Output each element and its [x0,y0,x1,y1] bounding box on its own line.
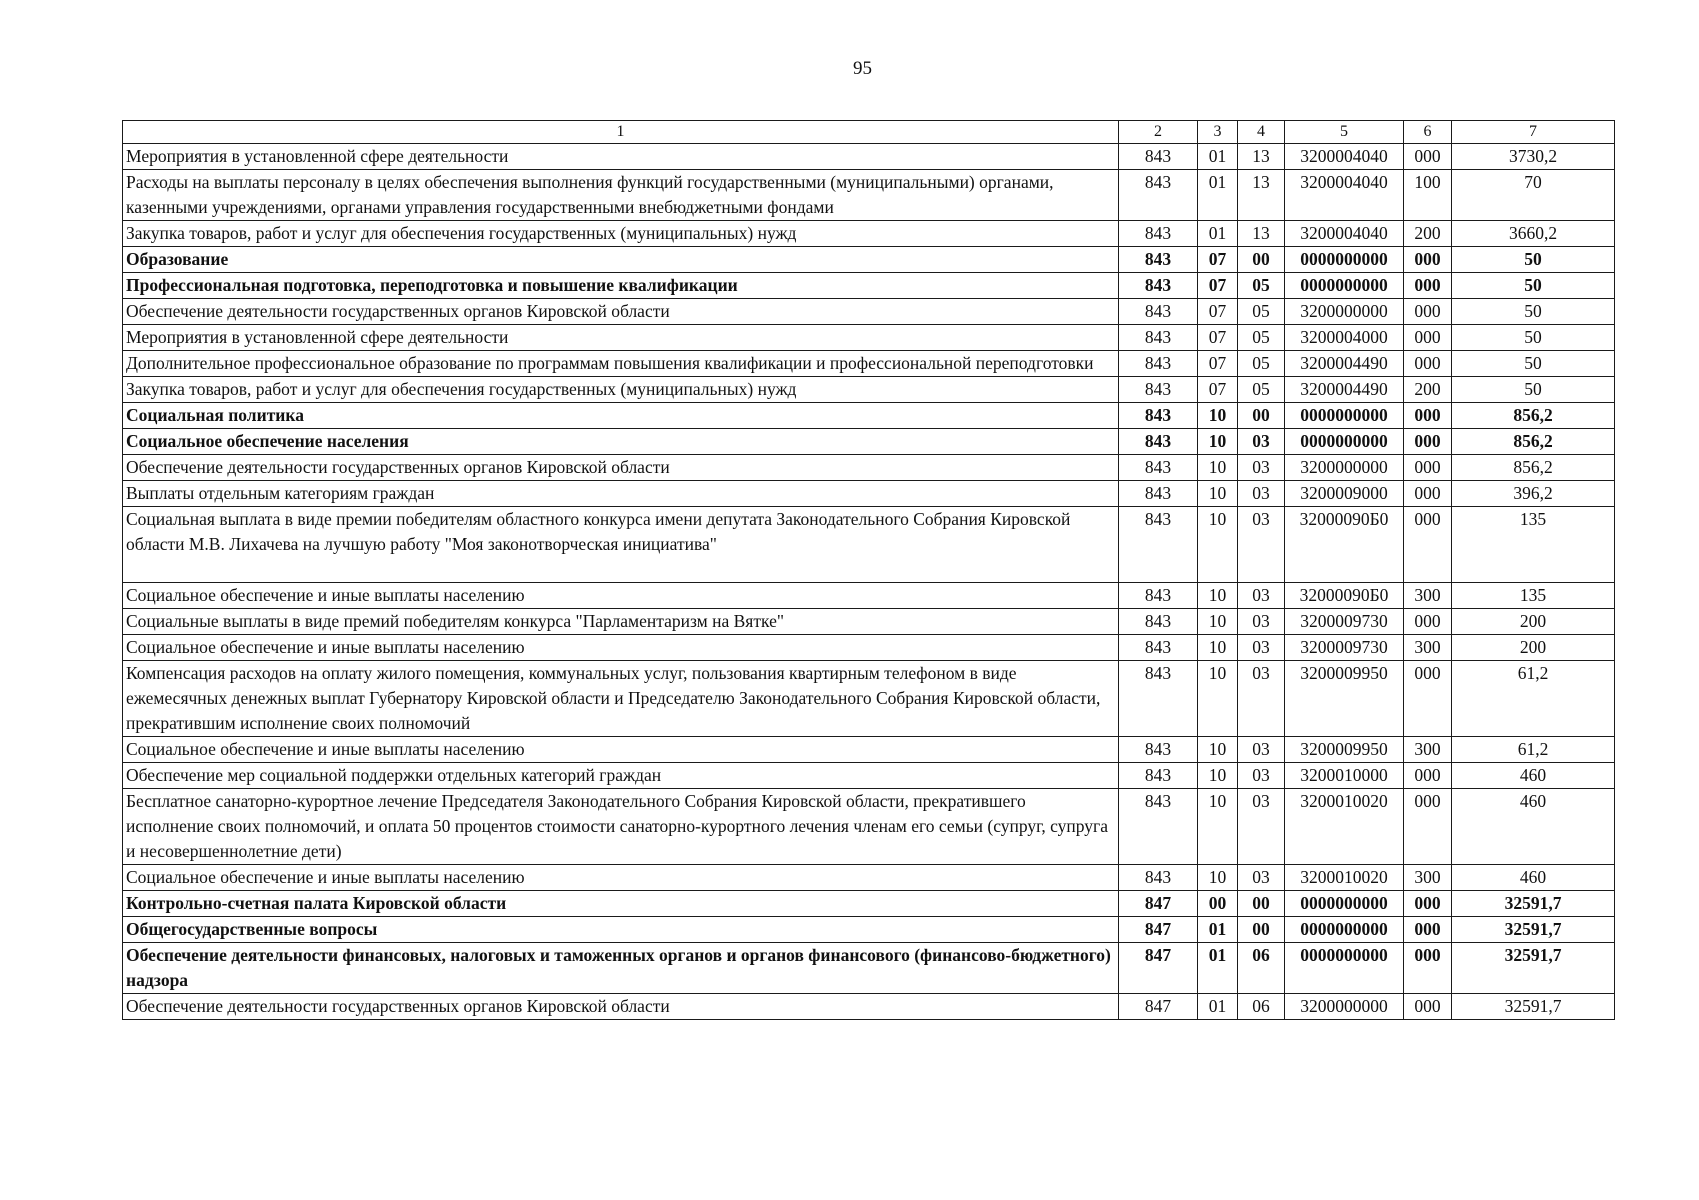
cell-target-article: 3200010020 [1285,789,1404,865]
cell-name: Мероприятия в установленной сфере деятельности [123,325,1119,351]
cell-admin-code: 843 [1119,661,1198,737]
table-row [123,481,1615,507]
cell-section: 07 [1198,273,1238,299]
cell-target-article: 3200000000 [1285,455,1404,481]
cell-amount: 460 [1452,789,1615,865]
cell-target-article: 3200004000 [1285,325,1404,351]
cell-amount: 856,2 [1452,403,1615,429]
cell-target-article: 3200004040 [1285,221,1404,247]
table-row [123,737,1615,763]
cell-expense-type: 000 [1404,763,1452,789]
cell-name: Обеспечение деятельности государственных органов Кировской области [123,455,1119,481]
cell-name: Закупка товаров, работ и услуг для обеспечения государственных (муниципальных) нужд [123,221,1119,247]
cell-section: 07 [1198,351,1238,377]
table-row [123,403,1615,429]
cell-name: Обеспечение деятельности финансовых, налоговых и таможенных органов и органов финансового (финансово-бюджетного) надзора [123,943,1119,994]
cell-target-article: 3200009950 [1285,737,1404,763]
budget-table [122,120,1615,1020]
cell-admin-code: 843 [1119,455,1198,481]
table-row [123,763,1615,789]
cell-expense-type: 000 [1404,144,1452,170]
cell-amount: 50 [1452,351,1615,377]
cell-amount: 3730,2 [1452,144,1615,170]
cell-subsection: 03 [1238,507,1285,583]
cell-name: Дополнительное профессиональное образование по программам повышения квалификации и профессиональной переподготовки [123,351,1119,377]
cell-target-article: 0000000000 [1285,943,1404,994]
cell-amount: 200 [1452,609,1615,635]
cell-target-article: 0000000000 [1285,273,1404,299]
cell-admin-code: 843 [1119,481,1198,507]
cell-amount: 32591,7 [1452,917,1615,943]
cell-expense-type: 300 [1404,737,1452,763]
cell-admin-code: 843 [1119,247,1198,273]
cell-expense-type: 000 [1404,789,1452,865]
cell-expense-type: 000 [1404,247,1452,273]
cell-subsection: 05 [1238,325,1285,351]
cell-section: 00 [1198,891,1238,917]
cell-name: Социальное обеспечение и иные выплаты населению [123,583,1119,609]
cell-admin-code: 847 [1119,994,1198,1020]
cell-subsection: 03 [1238,763,1285,789]
cell-admin-code: 843 [1119,299,1198,325]
cell-subsection: 05 [1238,351,1285,377]
cell-target-article: 3200009950 [1285,661,1404,737]
cell-name: Социальное обеспечение и иные выплаты населению [123,635,1119,661]
cell-section: 07 [1198,299,1238,325]
table-row [123,351,1615,377]
cell-admin-code: 843 [1119,789,1198,865]
table-row [123,789,1615,865]
cell-expense-type: 200 [1404,377,1452,403]
cell-target-article: 3200009730 [1285,609,1404,635]
cell-expense-type: 000 [1404,917,1452,943]
page-number: 95 [853,58,872,79]
cell-target-article: 32000090Б0 [1285,507,1404,583]
table-row [123,994,1615,1020]
cell-expense-type: 000 [1404,325,1452,351]
cell-section: 10 [1198,661,1238,737]
cell-admin-code: 843 [1119,144,1198,170]
cell-expense-type: 000 [1404,661,1452,737]
cell-amount: 32591,7 [1452,994,1615,1020]
cell-admin-code: 843 [1119,865,1198,891]
cell-subsection: 03 [1238,481,1285,507]
cell-section: 10 [1198,763,1238,789]
cell-admin-code: 847 [1119,943,1198,994]
table-row [123,377,1615,403]
cell-subsection: 03 [1238,429,1285,455]
cell-name: Социальная политика [123,403,1119,429]
cell-amount: 200 [1452,635,1615,661]
cell-section: 01 [1198,144,1238,170]
table-row [123,144,1615,170]
table-row [123,325,1615,351]
cell-amount: 460 [1452,865,1615,891]
cell-admin-code: 847 [1119,917,1198,943]
cell-name: Выплаты отдельным категориям граждан [123,481,1119,507]
cell-section: 10 [1198,789,1238,865]
cell-section: 10 [1198,403,1238,429]
cell-subsection: 05 [1238,299,1285,325]
cell-name: Обеспечение деятельности государственных органов Кировской области [123,994,1119,1020]
cell-expense-type: 100 [1404,170,1452,221]
cell-admin-code: 843 [1119,763,1198,789]
table-row [123,273,1615,299]
cell-name: Общегосударственные вопросы [123,917,1119,943]
cell-admin-code: 843 [1119,170,1198,221]
cell-target-article: 3200004040 [1285,170,1404,221]
cell-amount: 135 [1452,583,1615,609]
cell-section: 10 [1198,737,1238,763]
cell-expense-type: 000 [1404,994,1452,1020]
cell-subsection: 03 [1238,455,1285,481]
cell-name: Социальное обеспечение и иные выплаты населению [123,737,1119,763]
cell-subsection: 03 [1238,661,1285,737]
cell-section: 07 [1198,247,1238,273]
cell-target-article: 3200009730 [1285,635,1404,661]
cell-admin-code: 843 [1119,377,1198,403]
cell-amount: 50 [1452,247,1615,273]
cell-subsection: 03 [1238,865,1285,891]
cell-section: 01 [1198,917,1238,943]
cell-section: 10 [1198,507,1238,583]
table-row [123,917,1615,943]
cell-name: Мероприятия в установленной сфере деятельности [123,144,1119,170]
cell-section: 07 [1198,377,1238,403]
cell-amount: 856,2 [1452,429,1615,455]
cell-subsection: 13 [1238,170,1285,221]
cell-name: Бесплатное санаторно-курортное лечение Председателя Законодательного Собрания Кировской области, прекратившего исполнение своих полномочий, и оплата 50 процентов стоимости санаторно-курортного лечения членам его семьи (супруг, супруга и несовершеннолетние дети) [123,789,1119,865]
cell-amount: 50 [1452,299,1615,325]
cell-expense-type: 000 [1404,609,1452,635]
cell-name: Обеспечение мер социальной поддержки отдельных категорий граждан [123,763,1119,789]
cell-subsection: 00 [1238,917,1285,943]
cell-expense-type: 000 [1404,351,1452,377]
cell-target-article: 0000000000 [1285,247,1404,273]
cell-name: Социальная выплата в виде премии победителям областного конкурса имени депутата Законодательного Собрания Кировской области М.В. Лихачева на лучшую работу "Моя законотворческая инициатива" [123,507,1119,583]
header-col-2: 2 [1119,121,1198,144]
cell-subsection: 00 [1238,403,1285,429]
header-col-7: 7 [1452,121,1615,144]
cell-section: 07 [1198,325,1238,351]
header-col-4: 4 [1238,121,1285,144]
cell-section: 10 [1198,583,1238,609]
cell-expense-type: 000 [1404,481,1452,507]
cell-target-article: 0000000000 [1285,917,1404,943]
cell-subsection: 13 [1238,144,1285,170]
cell-expense-type: 000 [1404,403,1452,429]
cell-expense-type: 300 [1404,635,1452,661]
cell-section: 01 [1198,994,1238,1020]
header-col-6: 6 [1404,121,1452,144]
cell-amount: 32591,7 [1452,943,1615,994]
cell-amount: 50 [1452,377,1615,403]
table-row [123,170,1615,221]
table-header [123,121,1615,144]
cell-subsection: 03 [1238,789,1285,865]
cell-subsection: 03 [1238,635,1285,661]
table-row [123,661,1615,737]
cell-admin-code: 843 [1119,273,1198,299]
cell-subsection: 03 [1238,583,1285,609]
table-row [123,299,1615,325]
header-row [123,121,1615,144]
cell-admin-code: 843 [1119,351,1198,377]
cell-subsection: 00 [1238,247,1285,273]
cell-expense-type: 300 [1404,865,1452,891]
table-row [123,221,1615,247]
cell-expense-type: 200 [1404,221,1452,247]
cell-subsection: 05 [1238,377,1285,403]
cell-expense-type: 300 [1404,583,1452,609]
cell-admin-code: 843 [1119,635,1198,661]
cell-expense-type: 000 [1404,299,1452,325]
cell-name: Обеспечение деятельности государственных органов Кировской области [123,299,1119,325]
cell-amount: 460 [1452,763,1615,789]
cell-target-article: 3200000000 [1285,299,1404,325]
cell-target-article: 3200004490 [1285,351,1404,377]
table-row [123,865,1615,891]
cell-target-article: 3200000000 [1285,994,1404,1020]
cell-name: Профессиональная подготовка, переподготовка и повышение квалификации [123,273,1119,299]
cell-amount: 396,2 [1452,481,1615,507]
cell-admin-code: 843 [1119,583,1198,609]
cell-subsection: 06 [1238,994,1285,1020]
table-body [123,144,1615,1020]
cell-subsection: 06 [1238,943,1285,994]
cell-amount: 61,2 [1452,661,1615,737]
cell-target-article: 0000000000 [1285,429,1404,455]
table-row [123,507,1615,583]
cell-target-article: 32000090Б0 [1285,583,1404,609]
cell-admin-code: 843 [1119,221,1198,247]
cell-subsection: 03 [1238,609,1285,635]
cell-admin-code: 843 [1119,737,1198,763]
cell-amount: 50 [1452,325,1615,351]
cell-amount: 70 [1452,170,1615,221]
table-row [123,583,1615,609]
cell-subsection: 03 [1238,737,1285,763]
cell-amount: 32591,7 [1452,891,1615,917]
cell-expense-type: 000 [1404,507,1452,583]
cell-section: 10 [1198,609,1238,635]
cell-name: Расходы на выплаты персоналу в целях обеспечения выполнения функций государственными (муниципальными) органами, казенными учреждениями, органами управления государственными внебюджетными фондами [123,170,1119,221]
cell-amount: 50 [1452,273,1615,299]
table-row [123,247,1615,273]
header-col-1: 1 [123,121,1119,144]
cell-target-article: 3200009000 [1285,481,1404,507]
table-row [123,891,1615,917]
table-row [123,635,1615,661]
cell-subsection: 13 [1238,221,1285,247]
cell-name: Социальное обеспечение населения [123,429,1119,455]
cell-amount: 135 [1452,507,1615,583]
cell-admin-code: 843 [1119,507,1198,583]
cell-section: 01 [1198,170,1238,221]
table-row [123,609,1615,635]
cell-admin-code: 843 [1119,403,1198,429]
table-row [123,455,1615,481]
cell-subsection: 00 [1238,891,1285,917]
cell-expense-type: 000 [1404,943,1452,994]
cell-amount: 856,2 [1452,455,1615,481]
cell-name: Образование [123,247,1119,273]
cell-target-article: 3200004490 [1285,377,1404,403]
cell-admin-code: 843 [1119,325,1198,351]
table-row [123,429,1615,455]
cell-section: 10 [1198,481,1238,507]
cell-subsection: 05 [1238,273,1285,299]
cell-expense-type: 000 [1404,891,1452,917]
header-col-3: 3 [1198,121,1238,144]
cell-expense-type: 000 [1404,273,1452,299]
cell-name: Контрольно-счетная палата Кировской области [123,891,1119,917]
cell-target-article: 0000000000 [1285,403,1404,429]
cell-admin-code: 843 [1119,609,1198,635]
cell-target-article: 3200010000 [1285,763,1404,789]
cell-section: 10 [1198,455,1238,481]
header-col-5: 5 [1285,121,1404,144]
cell-section: 01 [1198,943,1238,994]
cell-amount: 3660,2 [1452,221,1615,247]
cell-section: 01 [1198,221,1238,247]
cell-target-article: 0000000000 [1285,891,1404,917]
cell-section: 10 [1198,865,1238,891]
cell-expense-type: 000 [1404,429,1452,455]
cell-section: 10 [1198,429,1238,455]
cell-expense-type: 000 [1404,455,1452,481]
cell-target-article: 3200010020 [1285,865,1404,891]
cell-section: 10 [1198,635,1238,661]
cell-amount: 61,2 [1452,737,1615,763]
cell-name: Социальные выплаты в виде премий победителям конкурса "Парламентаризм на Вятке" [123,609,1119,635]
cell-target-article: 3200004040 [1285,144,1404,170]
cell-admin-code: 847 [1119,891,1198,917]
table-row [123,943,1615,994]
cell-name: Закупка товаров, работ и услуг для обеспечения государственных (муниципальных) нужд [123,377,1119,403]
cell-name: Компенсация расходов на оплату жилого помещения, коммунальных услуг, пользования квартирным телефоном в виде ежемесячных денежных выплат Губернатору Кировской области и Председателю Законодательного Собрания Кировской области, прекратившим исполнение своих полномочий [123,661,1119,737]
cell-admin-code: 843 [1119,429,1198,455]
cell-name: Социальное обеспечение и иные выплаты населению [123,865,1119,891]
